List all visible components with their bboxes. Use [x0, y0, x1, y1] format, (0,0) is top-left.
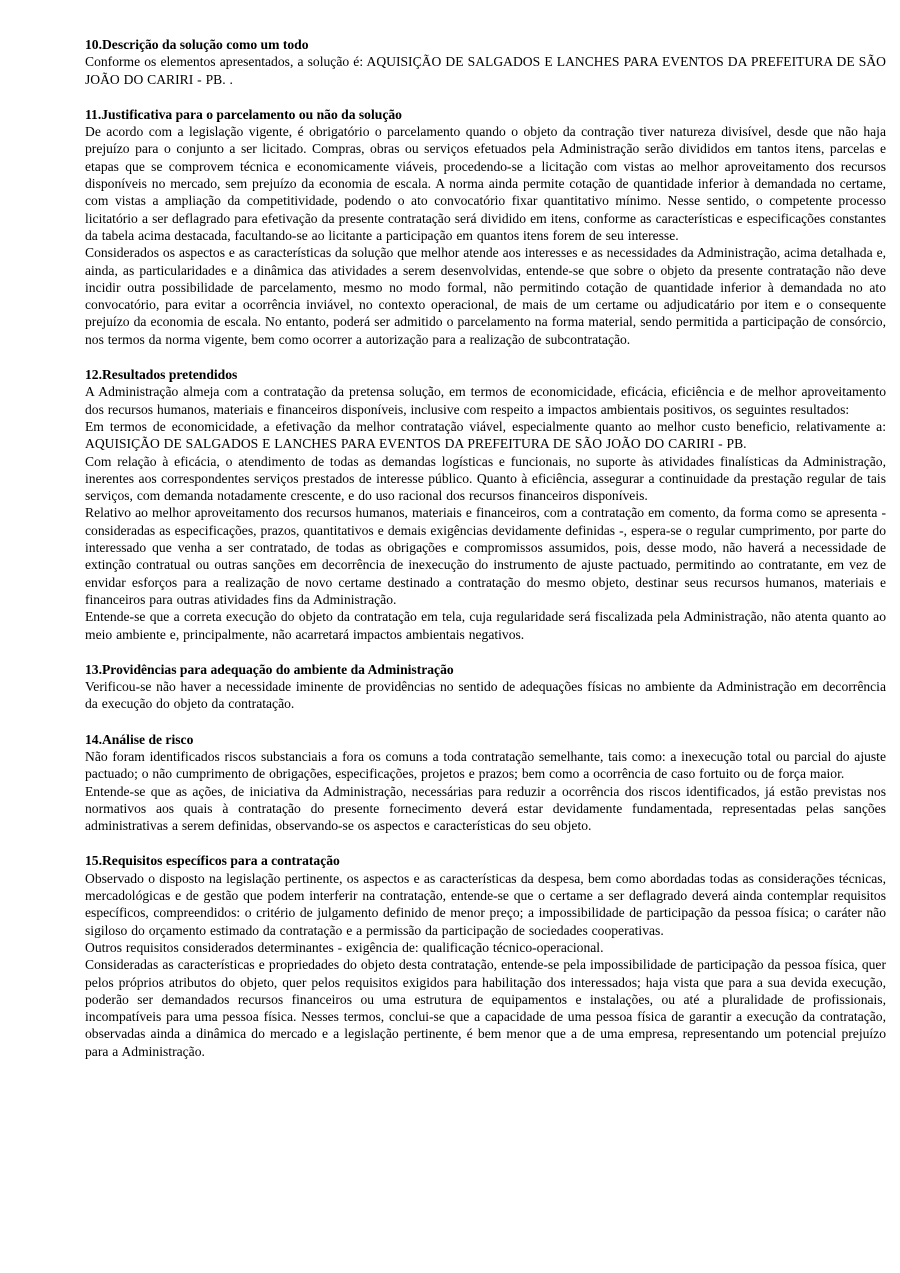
section-heading: 12.Resultados pretendidos	[85, 367, 238, 383]
paragraph: Com relação à eficácia, o atendimento de todas as demandas logísticas e funcionais, no suporte às atividades finalísticas da Administração, inerentes aos correspondentes serviços prestados de interesse público. Quanto à eficiência, assegurar a continuidade da prestação regular de tais serviços, com demanda notadamente crescente, e do uso racional dos recursos financeiros disponíveis.	[85, 453, 886, 504]
section-10-descricao-da-solucao	[85, 36, 886, 88]
paragraph: Em termos de economicidade, a efetivação da melhor contratação viável, especialmente quanto ao melhor custo beneficio, relativamente a: AQUISIÇÃO DE SALGADOS E LANCHES PARA EVENTOS DA PREFEITURA DE SÃO JOÃO DO CARIRI - PB.	[85, 418, 886, 452]
paragraph: Outros requisitos considerados determinantes - exigência de: qualificação técnico-operacional.	[85, 939, 604, 955]
section-15-requisitos-especificos	[85, 852, 886, 1060]
paragraph: Entende-se que as ações, de iniciativa da Administração, necessárias para reduzir a ocorrência dos riscos identificados, já estão previstas nos normativos aos quais à contratação do presente fornecimento deverá estar devidamente fundamentada, representadas pelas sanções administrativas a serem definidas, observando-se os aspectos e características do seu objeto.	[85, 783, 886, 834]
section-13-providencias-adequacao	[85, 661, 886, 713]
section-12-resultados-pretendidos	[85, 366, 886, 643]
section-heading: 15.Requisitos específicos para a contratação	[85, 853, 340, 869]
paragraph: Considerados os aspectos e as características da solução que melhor atende aos interesses e as necessidades da Administração, acima detalhada e, ainda, as particularidades e a dinâmica das atividades a serem desenvolvidas, entende-se que sobre o objeto da presente contratação não deve incidir outra possibilidade de parcelamento, mesmo no modo formal, não permitindo cotação de quantidade inferior à demandada no ato convocatório, para evitar a ocorrência inviável, no contexto operacional, de mais de um certame ou adjudicatário por item e o consequente prejuízo da economia de escala. No entanto, poderá ser admitido o parcelamento na forma material, sendo permitida a participação de consórcio, nos termos da norma vigente, bem como ocorrer a autorização para a realização de subcontratação.	[85, 245, 886, 347]
paragraph: A Administração almeja com a contratação da pretensa solução, em termos de economicidade, eficácia, eficiência e de melhor aproveitamento dos recursos humanos, materiais e financeiros disponíveis, inclusive com respeito a impactos ambientais positivos, os seguintes resultados:	[85, 384, 886, 417]
paragraph: Entende-se que a correta execução do objeto da contratação em tela, cuja regularidade será fiscalizada pela Administração, não atenta quanto ao meio ambiente e, principalmente, não acarretará impactos ambientais negativos.	[85, 609, 886, 642]
paragraph: Verificou-se não haver a necessidade iminente de providências no sentido de adequações físicas no ambiente da Administração em decorrência da execução do objeto da contratação.	[85, 679, 886, 712]
paragraph: Consideradas as características e propriedades do objeto desta contratação, entende-se pela impossibilidade de participação da pessoa física, quer pelos próprios atributos do objeto, quer pelos requisitos exigidos para habilitação dos interessados; haja vista que para a sua devida execução, poderão ser demandados recursos financeiros ou uma estrutura de equipamentos e instalações, ou até a pluralidade de profissionais, incompatíveis para uma pessoa física. Nesses termos, conclui-se que a capacidade de uma pessoa física de garantir a execução da contratação, observadas ainda a dinâmica do mercado e a legislação pertinente, é bem menor que a de uma empresa, representando um potencial prejuízo para a Administração.	[85, 957, 886, 1059]
section-heading: 11.Justificativa para o parcelamento ou não da solução	[85, 106, 402, 122]
section-heading: 10.Descrição da solução como um todo	[85, 37, 309, 52]
paragraph: Conforme os elementos apresentados, a solução é: AQUISIÇÃO DE SALGADOS E LANCHES PARA EVENTOS DA PREFEITURA DE SÃO JOÃO DO CARIRI - PB. .	[85, 54, 886, 87]
section-11-justificativa-parcelamento	[85, 106, 886, 348]
paragraph: De acordo com a legislação vigente, é obrigatório o parcelamento quando o objeto da contração tiver natureza divisível, desde que não haja prejuízo para o conjunto a ser licitado. Compras, obras ou serviços efetuados pela Administração serão divididos em tantos itens, parcelas e etapas que se comprovem técnica e economicamente viáveis, procedendo-se a licitação com vistas ao melhor aproveitamento dos recursos disponíveis no mercado, sem prejuízo da economia de escala. A norma ainda permite cotação de quantidade inferior à demandada no certame, com vistas a ampliação da competitividade, podendo o ato convocatório fixar quantitativo mínimo. Nesse sentido, o competente processo licitatório a ser deflagrado para efetivação da presente contratação será dividido em itens, conforme as características e especificações constantes da tabela acima destacada, facultando-se ao licitante a participação em quantos itens forem de seu interesse.	[85, 124, 886, 243]
section-heading: 13.Providências para adequação do ambiente da Administração	[85, 661, 454, 677]
paragraph: Não foram identificados riscos substanciais a fora os comuns a toda contratação semelhante, tais como: a inexecução total ou parcial do ajuste pactuado; o não cumprimento de obrigações, especificações, projetos e prazos; bem como a ocorrência de caso fortuito ou de força maior.	[85, 748, 886, 782]
section-heading: 14.Análise de risco	[85, 731, 194, 747]
paragraph: Observado o disposto na legislação pertinente, os aspectos e as características da despesa, bem como abordadas todas as considerações técnicas, mercadológicas e de gestão que podem interferir na contratação, entende-se que o certame a ser deflagrado deverá ainda contemplar requisitos específicos, compreendidos: o critério de julgamento definido de menor preço; a impossibilidade de participação da pessoa física; o caráter não sigiloso do orçamento estimado da contratação e a permissão da participação de sociedades cooperativas.	[85, 870, 886, 938]
section-14-analise-de-risco	[85, 731, 886, 835]
paragraph: Relativo ao melhor aproveitamento dos recursos humanos, materiais e financeiros, com a contratação em comento, da forma como se apresenta - consideradas as especificações, prazos, quantitativos e demais exigências devidamente definidas -, espera-se o regular cumprimento, por parte do interessado que venha a ser contratado, de todas as obrigações e compromissos assumidos, pois, desse modo, não haverá a necessidade de extinção contratual ou outras sanções em decorrência de inexecução do instrumento de ajuste pactuado, permitindo ao contratante, em vez de envidar esforços para a realização de novo certame destinado a contratação do mesmo objeto, destinar seus recursos humanos, materiais e financeiros para outras atividades fins da Administração.	[85, 505, 886, 607]
